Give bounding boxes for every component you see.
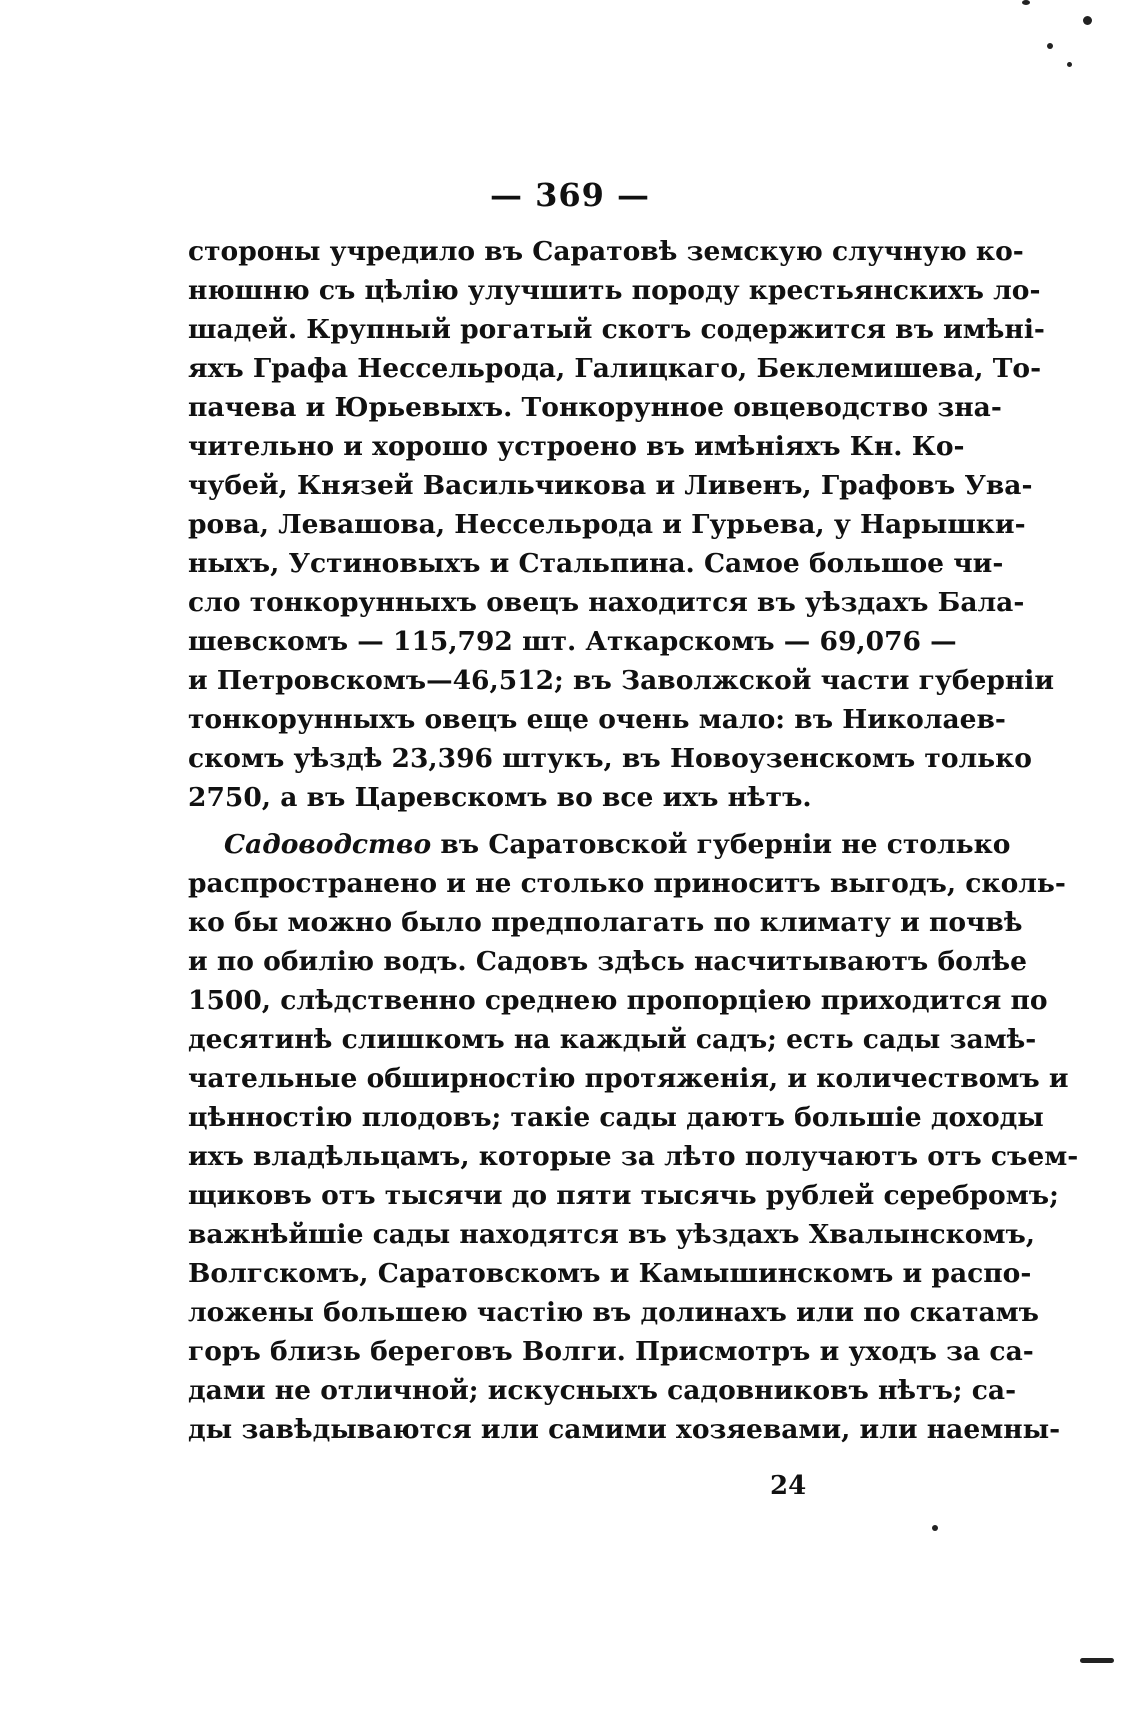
text-line: и по обилію водъ. Садовъ здѣсь насчитываютъ болѣе — [188, 946, 1027, 977]
text-line: сло тонкорунныхъ овецъ находится въ уѣздахъ Бала- — [188, 587, 1025, 618]
text-line: тонкорунныхъ овецъ еще очень мало: въ Николаев- — [188, 704, 1006, 735]
text-line: стороны учредило въ Саратовѣ земскую случную ко- — [188, 236, 1024, 267]
text-line: чательные обширностію протяженія, и количествомъ и — [188, 1063, 1069, 1094]
text-line: щиковъ отъ тысячи до пяти тысячь рублей серебромъ; — [188, 1180, 1059, 1211]
scan-speck — [1083, 16, 1092, 25]
text-line: и Петровскомъ—46,512; въ Заволжской части губерніи — [188, 665, 1055, 696]
first-line-rest: въ Саратовской губерніи не столько — [440, 829, 1011, 860]
text-line: важнѣйшіе сады находятся въ уѣздахъ Хвалынскомъ, — [188, 1219, 1036, 1250]
paragraph-gap — [188, 817, 940, 825]
signature-mark: 24 — [770, 1471, 807, 1501]
paragraph-gardening — [188, 825, 1079, 1449]
text-line: ды завѣдываются или самими хозяевами, или наемны- — [188, 1414, 1061, 1445]
scan-speck — [1047, 43, 1053, 49]
text-line: скомъ уѣздѣ 23,396 штукъ, въ Новоузенскомъ только — [188, 743, 1032, 774]
page-number: — 369 — — [489, 176, 651, 214]
text-line: ко бы можно было предполагать по климату и почвѣ — [188, 907, 1023, 938]
text-line: 2750, а въ Царевскомъ во все ихъ нѣтъ. — [188, 782, 812, 813]
text-line: Волгскомъ, Саратовскомъ и Камышинскомъ и распо- — [188, 1258, 1032, 1289]
scan-speck — [1022, 0, 1030, 5]
text-line: десятинѣ слишкомъ на каждый садъ; есть сады замѣ- — [188, 1024, 1037, 1055]
text-line: ныхъ, Устиновыхъ и Стальпина. Самое большое чи- — [188, 548, 1004, 579]
text-line: шадей. Крупный рогатый скотъ содержится въ имѣні- — [188, 314, 1045, 345]
text-line: рова, Левашова, Нессельрода и Гурьева, у Нарышки- — [188, 509, 1026, 540]
text-line: пачева и Юрьевыхъ. Тонкорунное овцеводство зна- — [188, 392, 1002, 423]
text-line: чубей, Князей Васильчикова и Ливенъ, Графовъ Ува- — [188, 470, 1033, 501]
scan-speck — [1067, 62, 1072, 67]
text-line: дами не отличной; искусныхъ садовниковъ нѣтъ; са- — [188, 1375, 1017, 1406]
text-line: ихъ владѣльцамъ, которые за лѣто получаютъ отъ съем- — [188, 1141, 1079, 1172]
text-line: нюшню съ цѣлію улучшить породу крестьянскихъ ло- — [188, 275, 1041, 306]
text-line: горъ близь береговъ Волги. Присмотръ и уходъ за са- — [188, 1336, 1034, 1367]
text-line: яхъ Графа Нессельрода, Галицкаго, Беклемишева, То- — [188, 353, 1042, 384]
text-line: чительно и хорошо устроено въ имѣніяхъ Кн. Ко- — [188, 431, 965, 462]
text-line: шевскомъ — 115,792 шт. Аткарскомъ — 69,076 — — [188, 626, 957, 657]
text-line: 1500, слѣдственно среднею пропорціею приходится по — [188, 985, 1048, 1016]
italic-lead-word: Садоводство — [224, 829, 432, 860]
scan-speck — [1080, 1658, 1114, 1663]
text-line: ложены большею частію въ долинахъ или по скатамъ — [188, 1297, 1039, 1328]
paragraph-livestock — [188, 232, 1055, 817]
body-text — [188, 232, 1079, 1449]
scan-speck — [932, 1525, 938, 1531]
text-line-first — [188, 825, 1011, 864]
text-line: цѣнностію плодовъ; такіе сады даютъ большіе доходы — [188, 1102, 1044, 1133]
text-line: распространено и не столько приноситъ выгодъ, сколь- — [188, 868, 1066, 899]
